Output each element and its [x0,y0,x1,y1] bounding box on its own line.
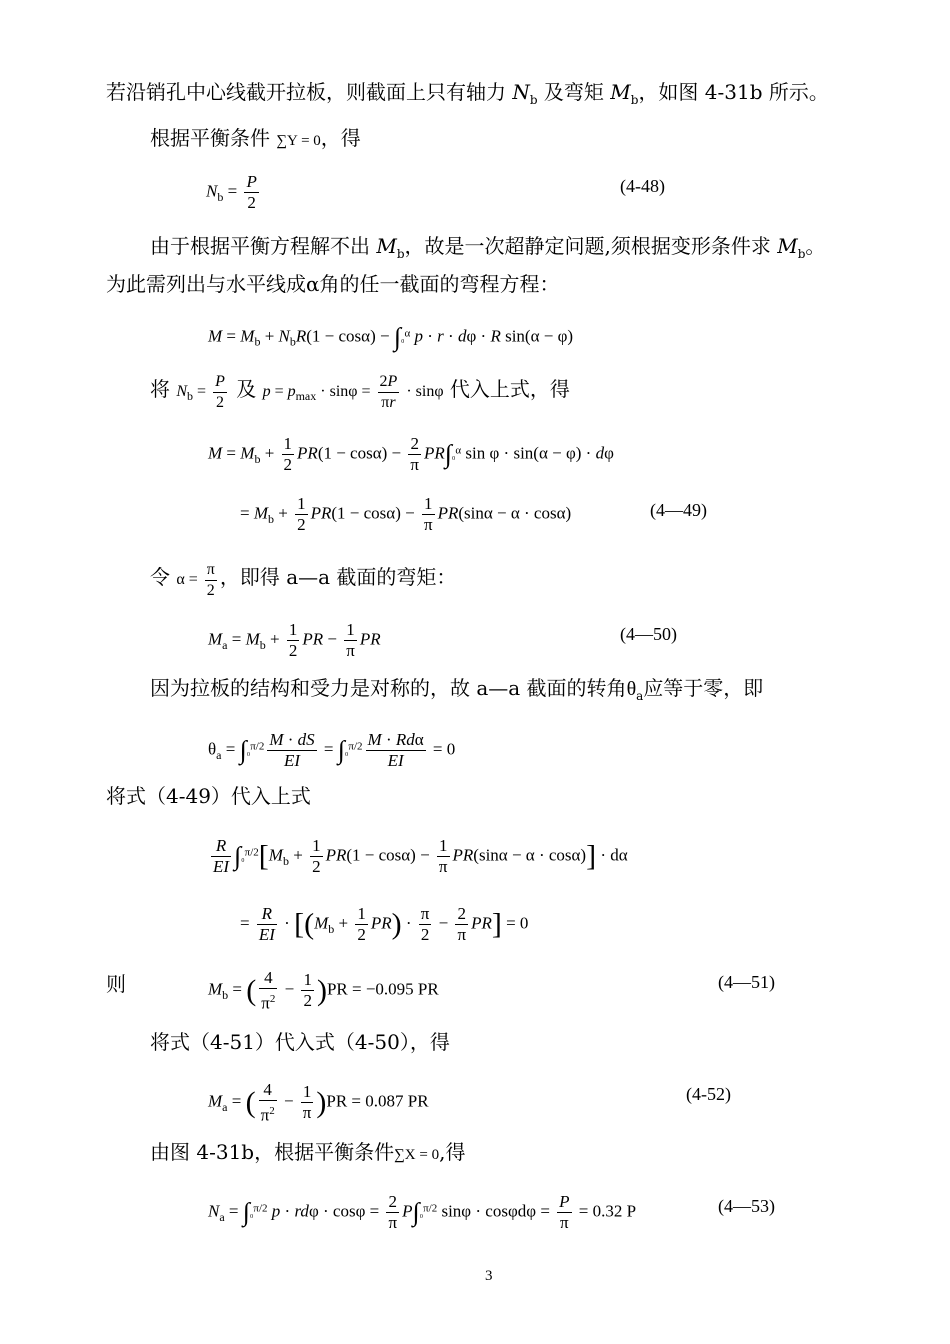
text: 应等于零，即 [643,676,764,700]
text: 及弯矩 [543,80,604,104]
symbol: N [512,80,530,104]
equation-moment-substituted: $M = M_b$ + $\frac{1}{2}$ PR(1 − cosα) − $\frac{2}{\pi}$ PR∫₀$^\alpha$ sin φ · sin(α − φ) · dφ [208,434,614,474]
result-value: PR = 0.087 PR [326,1091,429,1111]
text: 。 [805,234,826,258]
symbol: M [777,234,798,258]
subscript: a [636,689,644,703]
inline-equation: ∑X = 0 [394,1147,440,1163]
equation-moment: $M = M_b + N_bR(1 - \cos\alpha) - \int_0^\alpha$ p · r · dφ · R sin(α − φ) [208,322,574,352]
equation-number: (4—49) [650,500,707,520]
text: 由于根据平衡方程解不出 [150,234,370,258]
text: 因为拉板的结构和受力是对称的，故 a—a 截面的转角 [150,676,627,700]
equation-4-50: $M_a = M_b$ + $\frac{1}{2}$ PR − $\frac{1}{\pi}$ PR [208,620,381,660]
paragraph-3 [150,232,825,268]
paragraph-1 [106,78,829,114]
subscript: b [630,93,639,107]
equation-4-49: = $M_b$ + $\frac{1}{2}$ PR(1 − cosα) − $\frac{1}{\pi}$ PR(sinα − α · cosα) [240,494,572,534]
equation-4-53: $N_a = \int_0^{\pi/2}$ p · rdφ · cosφ = $\frac{2}{\pi}$ P∫₀$^{\pi/2}$ sinφ · cosφdφ = $\frac{P}{\pi}$ = 0.32 P [208,1192,637,1232]
text: 将 [150,377,170,402]
result-value: PR = −0.095 PR [326,979,439,999]
subscript: b [529,93,538,107]
symbol: M [610,80,631,104]
subscript: b [797,247,806,261]
equation-integral-result: = $\frac{R}{EI}$ · [($M_b$ + $\frac{1}{2}$ PR) · $\frac{\pi}{2}$ − $\frac{2}{\pi}$ PR] = 0 [240,904,529,944]
text: ，故是一次超静定问题,须根据变形条件求 [404,234,771,258]
text: 由图 4-31b，根据平衡条件 [150,1140,395,1164]
paragraph-2 [150,124,361,155]
text: ,得 [439,1140,466,1164]
text: 根据平衡条件 [150,126,270,150]
equation-number: (4-48) [620,176,665,196]
subscript: b [396,247,405,261]
text: 及 [236,377,257,402]
paragraph-7 [150,674,763,710]
symbol: M [376,234,397,258]
paragraph-8: 将式（4-49）代入上式 [106,784,311,808]
inline-equation: ∑Y = 0 [276,133,321,149]
symbol: θ [626,678,637,700]
text: 令 [150,565,170,590]
text: ，得 [320,126,361,150]
result-value: = 0.32 P [578,1201,637,1221]
page-number: 3 [485,1268,493,1284]
equation-number: (4—50) [620,624,677,644]
equation-4-52: $M_a$ = ( $\frac{4}{\pi^2}$ − $\frac{1}{\pi}$ )PR = 0.087 PR [208,1080,429,1125]
paragraph-11 [150,1138,465,1169]
equation-4-51: $M_b$ = ( $\frac{4}{\pi^2}$ − $\frac{1}{2}$ )PR = −0.095 PR [208,968,439,1013]
paragraph-6: 令 α = $\frac{\pi}{2}$ ，即得 a—a 截面的弯矩： [150,561,457,599]
equation-integral: $\frac{R}{EI}$ $\int_0^{\pi/2}[M_b$ + $\frac{1}{2}$ PR(1 − cosα) − $\frac{1}{\pi}$ PR(sinα − α · cosα)] · dα [213,836,628,876]
equation-theta: $\theta_a = \int_0^{\pi/2}$ $\frac{M \cdot dS}{EI}$ = ∫₀$^{\pi/2}$ $\frac{\text{M · Rdα}}{EI}$ = 0 [208,730,456,770]
paragraph-10: 将式（4-51）代入式（4-50），得 [150,1030,450,1054]
text: 若沿销孔中心线截开拉板，则截面上只有轴力 [106,80,506,104]
paragraph-5: 将 $N_b$ = $\frac{P}{2}$ 及 $p = p_{max} \cdot \sin\varphi$ = $\frac{2P}{\pi r}$ · sinφ 代入上式，得 [150,373,570,411]
equation-number: (4-52) [686,1084,731,1104]
equation-4-48: $N_b$ = $\frac{P}{2}$ [206,172,257,212]
equation-number: (4—51) [718,972,775,992]
text: 代入上式，得 [449,377,570,402]
text: ，如图 4-31b 所示。 [638,80,829,104]
paragraph-4: 为此需列出与水平线成α角的任一截面的弯程方程： [106,272,560,296]
text: ，即得 a—a 截面的弯矩： [219,565,457,590]
equation-number: (4—53) [718,1196,775,1216]
paragraph-9: 则 [106,972,126,996]
